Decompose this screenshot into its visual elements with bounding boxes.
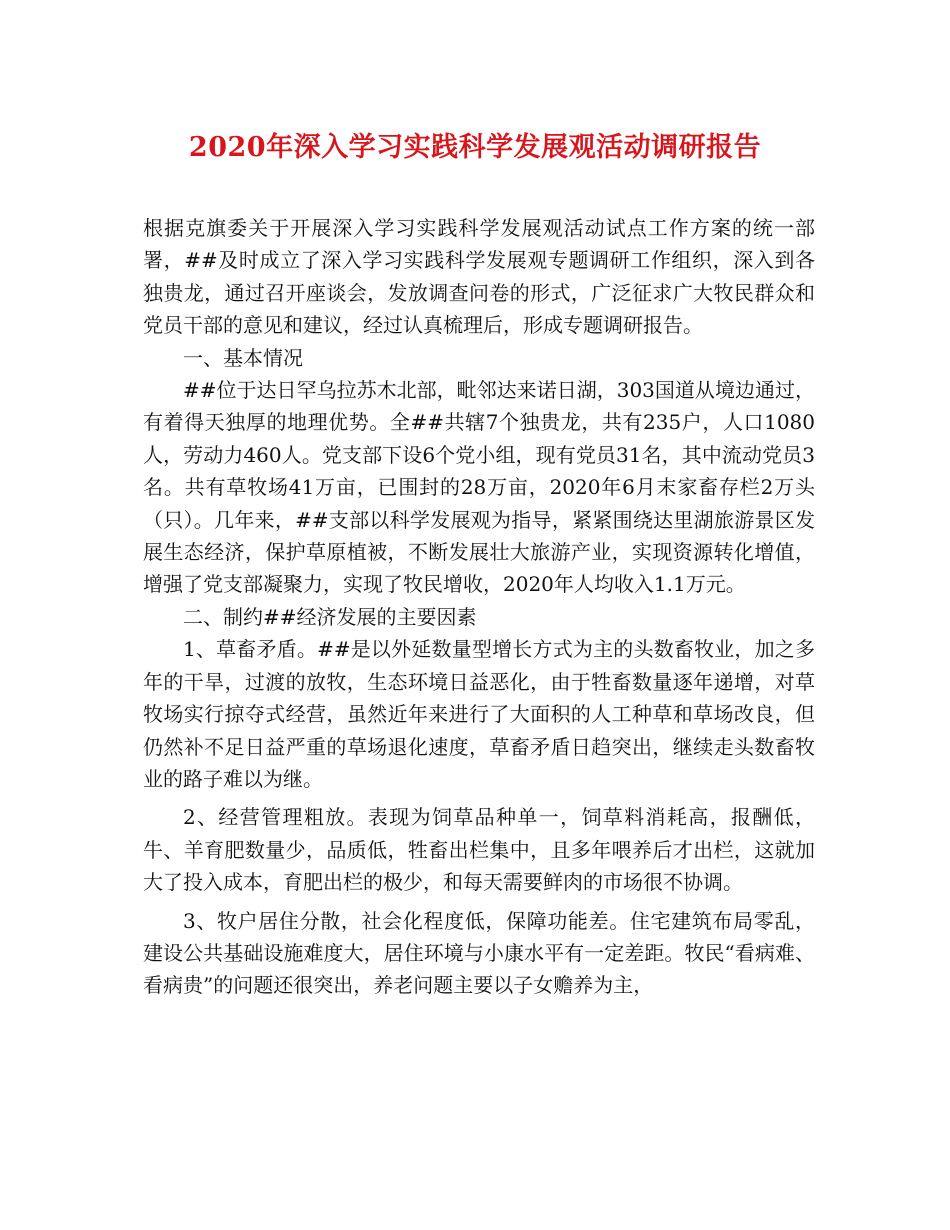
section-heading-basic-situation: 一、基本情况 <box>183 345 303 370</box>
constraint-paragraph-2: 2、经营管理粗放。表现为饲草品种单一，饲草料消耗高，报酬低，牛、羊育肥数量少，品质低，牲畜出栏集中，且多年喂养后才出栏，这就加大了投入成本，育肥出栏的极少，和每天需要鲜肉的市场很不协调。 <box>143 805 815 895</box>
constraint-paragraph-3: 3、牧户居住分散，社会化程度低，保障功能差。住宅建筑布局零乱，建设公共基础设施难度大，居住环境与小康水平有一定差距。牧民“看病难、看病贵”的问题还很突出，养老问题主要以子女赡养为主， <box>143 908 815 998</box>
document-body <box>143 212 815 1002</box>
section-heading-constraints: 二、制约##经济发展的主要因素 <box>183 604 477 629</box>
constraint-paragraph-1: 1、草畜矛盾。##是以外延数量型增长方式为主的头数畜牧业，加之多年的干旱，过渡的放牧，生态环境日益恶化，由于牲畜数量逐年递增，对草牧场实行掠夺式经营，虽然近年来进行了大面积的人工种草和草场改良，但仍然补不足日益严重的草场退化速度，草畜矛盾日趋突出，继续走头数畜牧业的路子难以为继。 <box>143 637 815 791</box>
document-title: 2020年深入学习实践科学发展观活动调研报告 <box>188 132 762 163</box>
intro-paragraph: 根据克旗委关于开展深入学习实践科学发展观活动试点工作方案的统一部署，##及时成立了深入学习实践科学发展观专题调研工作组织，深入到各独贵龙，通过召开座谈会，发放调查问卷的形式，广泛征求广大牧民群众和党员干部的意见和建议，经过认真梳理后，形成专题调研报告。 <box>143 216 815 338</box>
basic-situation-paragraph: ##位于达日罕乌拉苏木北部，毗邻达来诺日湖，303国道从境边通过，有着得天独厚的地理优势。全##共辖7个独贵龙，共有235户，人口1080人，劳动力460人。党支部下设6个党小组，现有党员31名，其中流动党员3名。共有草牧场41万亩，已围封的28万亩，2020年6月末家畜存栏2万头（只）。几年来，##支部以科学发展观为指导，紧紧围绕达里湖旅游景区发展生态经济，保护草原植被，不断发展壮大旅游产业，实现资源转化增值，增强了党支部凝聚力，实现了牧民增收，2020年人均收入1.1万元。 <box>143 378 815 597</box>
